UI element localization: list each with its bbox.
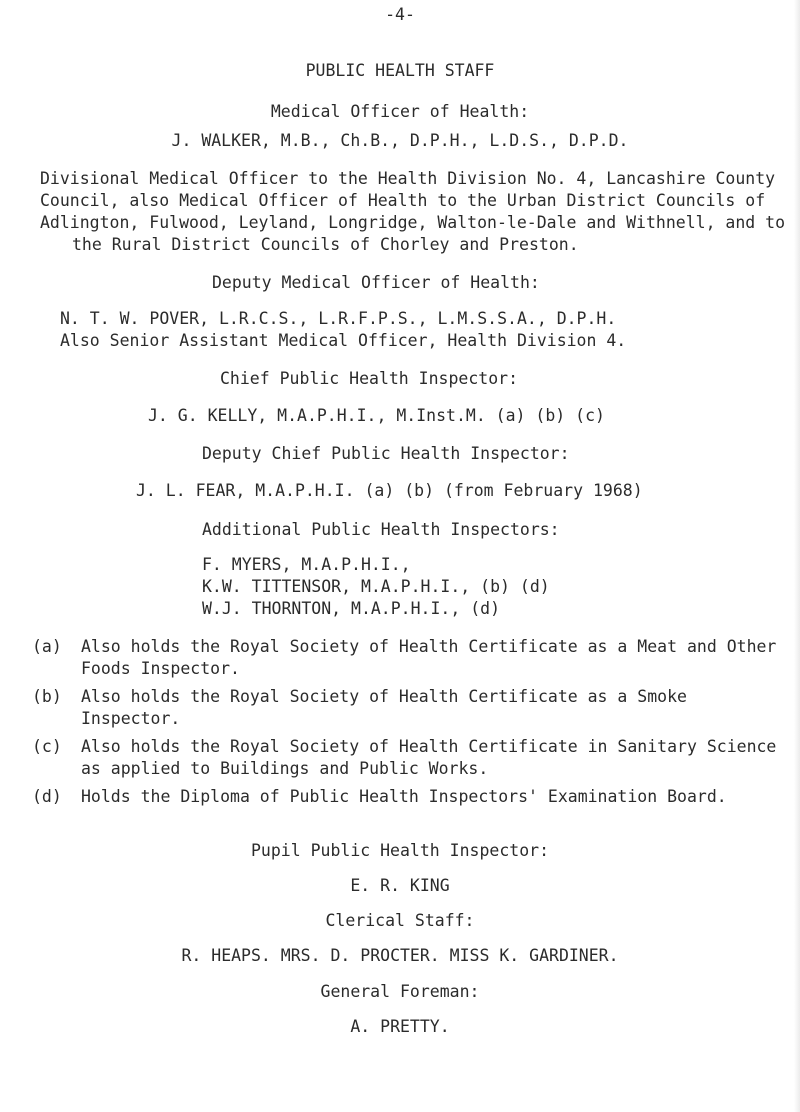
additional-phi-name-3: W.J. THORNTON, M.A.P.H.I., (d): [202, 599, 501, 618]
deputy-chief-phi-title: Deputy Chief Public Health Inspector:: [202, 444, 570, 463]
footnote-label-a: (a): [32, 637, 62, 656]
footnote-label-d: (d): [32, 787, 62, 806]
clerical-names: R. HEAPS. MRS. D. PROCTER. MISS K. GARDINER.: [181, 946, 619, 965]
moh-title: Medical Officer of Health:: [270, 102, 530, 121]
foreman-title: General Foreman:: [320, 982, 480, 1001]
moh-description-line-2: Council, also Medical Officer of Health to the Urban District Councils of: [40, 191, 766, 210]
footnote-text-a: Also holds the Royal Society of Health Certificate as a Meat and Other Foods Inspector.: [81, 637, 777, 678]
footnote-text-d: Holds the Diploma of Public Health Inspectors' Examination Board.: [81, 787, 727, 806]
clerical-title: Clerical Staff:: [325, 911, 475, 930]
footnote-label-b: (b): [32, 687, 62, 706]
moh-description-line-4: the Rural District Councils of Chorley and Preston.: [72, 235, 579, 254]
additional-phi-title: Additional Public Health Inspectors:: [202, 520, 560, 539]
chief-phi-title: Chief Public Health Inspector:: [220, 369, 519, 388]
foreman-name: A. PRETTY.: [350, 1017, 450, 1036]
footnote-text-b: Also holds the Royal Society of Health Certificate as a Smoke Inspector.: [81, 687, 687, 728]
deputy-moh-name: N. T. W. POVER, L.R.C.S., L.R.F.P.S., L.M.S.S.A., D.P.H.: [60, 309, 617, 328]
deputy-moh-note: Also Senior Assistant Medical Officer, Health Division 4.: [60, 331, 627, 350]
page-edge-shadow: [794, 0, 800, 1112]
additional-phi-name-1: F. MYERS, M.A.P.H.I.,: [202, 555, 411, 574]
footnote-text-c: Also holds the Royal Society of Health Certificate in Sanitary Science as applied to Buildings and Public Works.: [81, 737, 777, 778]
moh-description-line-3: Adlington, Fulwood, Leyland, Longridge, Walton-le-Dale and Withnell, and to: [40, 213, 786, 232]
pupil-phi-title: Pupil Public Health Inspector:: [250, 841, 549, 860]
moh-name: J. WALKER, M.B., Ch.B., D.P.H., L.D.S., D.P.D.: [171, 131, 629, 150]
pupil-phi-name: E. R. KING: [350, 876, 450, 895]
moh-description-line-1: Divisional Medical Officer to the Health Division No. 4, Lancashire County: [40, 169, 776, 188]
page-number: -4-: [385, 5, 415, 24]
deputy-chief-phi-name: J. L. FEAR, M.A.P.H.I. (a) (b) (from February 1968): [136, 481, 643, 500]
footnote-label-c: (c): [32, 737, 62, 756]
page-heading: PUBLIC HEALTH STAFF: [305, 61, 495, 80]
deputy-moh-title: Deputy Medical Officer of Health:: [212, 273, 540, 292]
additional-phi-name-2: K.W. TITTENSOR, M.A.P.H.I., (b) (d): [202, 577, 550, 596]
chief-phi-name: J. G. KELLY, M.A.P.H.I., M.Inst.M. (a) (b) (c): [148, 406, 605, 425]
